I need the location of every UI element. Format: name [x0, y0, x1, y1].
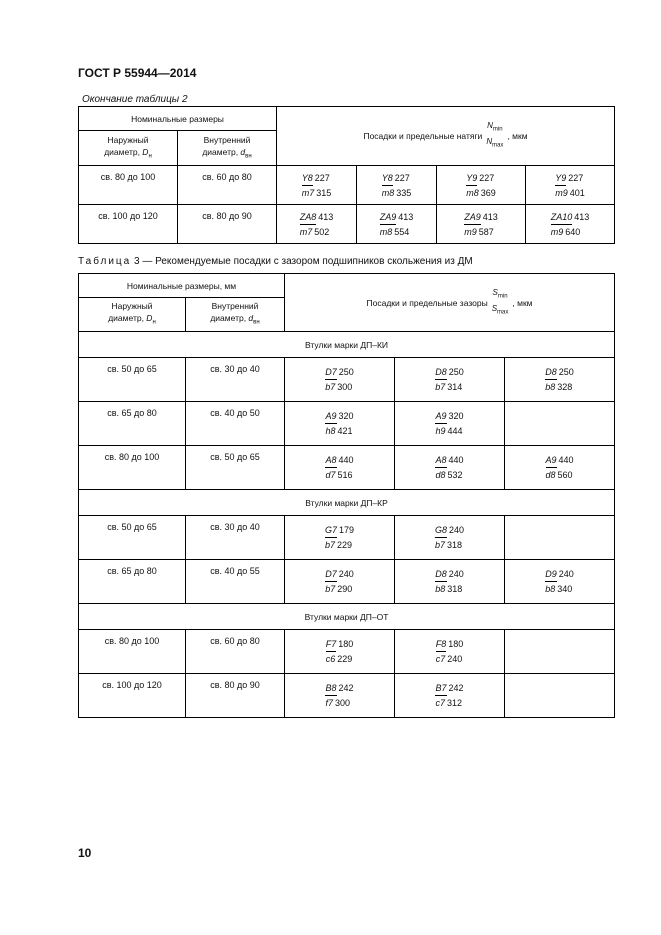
fit-value: [435, 453, 463, 482]
outer-diameter-cell: св. 100 до 120: [79, 674, 186, 718]
outer-diameter-cell: св. 80 до 100: [79, 446, 186, 490]
fit-hole-code: F8: [436, 637, 447, 652]
fit-shaft-code: f7: [325, 698, 333, 708]
fit-value: [380, 210, 414, 239]
fit-hole-code: Y8: [382, 171, 393, 186]
fit-min-value: 227: [314, 172, 330, 183]
fit-value: [302, 171, 332, 200]
section-title: Втулки марки ДП–КИ: [79, 332, 615, 358]
fit-cell: [395, 516, 505, 560]
fit-shaft-code: m8: [379, 226, 393, 237]
fit-value: [435, 681, 463, 710]
fit-hole-code: A8: [435, 453, 446, 468]
inner-diameter-cell: св. 60 до 80: [178, 166, 277, 205]
fit-hole-code: ZA9: [464, 210, 481, 225]
fit-max-value: 229: [337, 540, 353, 550]
outer-diameter-cell: св. 50 до 65: [79, 358, 186, 402]
fit-shaft-code: c7: [435, 654, 446, 664]
fit-value: [551, 210, 590, 239]
table-row: [79, 358, 615, 402]
fit-cell: [395, 630, 505, 674]
fit-min-value: 413: [482, 211, 498, 222]
fit-shaft-code: b7: [434, 540, 445, 550]
fit-cell: [437, 166, 526, 205]
section-row: [79, 490, 615, 516]
fit-min-value: 240: [338, 569, 354, 579]
inner-diameter-cell: св. 30 до 40: [186, 516, 285, 560]
fit-hole-code: D8: [435, 365, 447, 380]
fit-shaft-code: c6: [325, 654, 336, 664]
fit-hole-code: ZA9: [380, 210, 397, 225]
fit-max-value: 516: [337, 470, 353, 480]
fit-max-value: 560: [557, 470, 573, 480]
fit-cell: [505, 446, 615, 490]
table-row: [79, 446, 615, 490]
table2-end: [78, 106, 615, 244]
fit-max-value: 421: [337, 426, 353, 436]
fit-min-value: 320: [448, 411, 464, 421]
fit-max-value: 444: [447, 426, 463, 436]
inner-diameter-cell: св. 40 до 55: [186, 560, 285, 604]
fit-cell: [285, 560, 395, 604]
fit-cell: [277, 166, 357, 205]
fit-min-value: 250: [558, 367, 574, 377]
fit-cell: [505, 560, 615, 604]
fit-shaft-code: m9: [555, 187, 568, 198]
outer-diameter-cell: св. 65 до 80: [79, 560, 186, 604]
fit-cell: [285, 358, 395, 402]
fit-hole-code: F7: [326, 637, 337, 652]
fit-shaft-code: d7: [325, 470, 336, 480]
table-row: [79, 166, 615, 205]
fit-value: [435, 567, 464, 596]
fit-hole-code: Y8: [302, 171, 313, 186]
fit-shaft-code: m9: [550, 226, 564, 237]
table-row: [79, 516, 615, 560]
fit-cell: [505, 630, 615, 674]
fit-value: [435, 365, 464, 394]
fit-cell: [505, 402, 615, 446]
fit-value: [464, 210, 498, 239]
fit-shaft-code: b7: [324, 540, 335, 550]
fit-min-value: 440: [558, 455, 574, 465]
table-row: [79, 402, 615, 446]
fit-hole-code: D9: [545, 567, 557, 582]
fit-shaft-code: m8: [466, 187, 479, 198]
fit-min-value: 227: [568, 172, 584, 183]
fit-min-value: 320: [338, 411, 354, 421]
fit-max-value: 300: [337, 382, 353, 392]
fit-shaft-code: m8: [381, 187, 395, 198]
table2-caption: Окончание таблицы 2: [82, 94, 188, 105]
fit-shaft-code: h8: [325, 426, 336, 436]
fit-cell: [357, 166, 437, 205]
fit-cell: [395, 402, 505, 446]
fit-shaft-code: h9: [435, 426, 446, 436]
fit-shaft-code: b8: [545, 584, 556, 594]
fit-value: [435, 409, 463, 438]
table3-group-header: Номинальные размеры, мм: [79, 274, 285, 298]
fit-min-value: 242: [338, 683, 354, 693]
fit-shaft-code: b8: [545, 382, 556, 392]
fit-shaft-code: m7: [299, 226, 313, 237]
section-row: [79, 604, 615, 630]
fit-min-value: 413: [318, 211, 334, 222]
fit-value: [436, 637, 464, 666]
fit-max-value: 314: [447, 382, 463, 392]
fit-hole-code: ZA10: [551, 210, 573, 225]
fit-max-value: 240: [447, 654, 463, 664]
fit-cell: [285, 402, 395, 446]
inner-diameter-cell: св. 40 до 50: [186, 402, 285, 446]
fit-cell: [277, 205, 357, 244]
fit-cell: [526, 166, 615, 205]
fit-max-value: 300: [335, 698, 351, 708]
fit-hole-code: G8: [435, 523, 447, 538]
table3-caption: Таблица 3 — Рекомендуемые посадки с зазором подшипников скольжения из ДМ: [78, 256, 473, 267]
fit-max-value: 587: [478, 226, 494, 237]
fit-hole-code: ZA8: [300, 210, 317, 225]
fit-value: [325, 409, 353, 438]
fit-value: [545, 567, 574, 596]
fit-shaft-code: c7: [435, 698, 445, 708]
outer-diameter-cell: св. 50 до 65: [79, 516, 186, 560]
fit-value: [300, 210, 334, 239]
page-number: 10: [78, 846, 92, 860]
table2-fit-header: Посадки и предельные натяги $N_{min}$ $N_{max}$ , мкм: [277, 107, 615, 166]
table2-inner-header: Внутренний диаметр, $d_{вн}$: [178, 131, 277, 166]
fit-min-value: 440: [338, 455, 354, 465]
fit-max-value: 312: [447, 698, 463, 708]
fit-cell: [285, 516, 395, 560]
fit-max-value: 554: [394, 226, 410, 237]
fit-min-value: 250: [338, 367, 354, 377]
inner-diameter-cell: св. 80 до 90: [186, 674, 285, 718]
outer-diameter-cell: св. 80 до 100: [79, 630, 186, 674]
fit-max-value: 532: [447, 470, 463, 480]
fit-value: [325, 681, 353, 710]
fit-hole-code: D8: [545, 365, 557, 380]
fit-min-value: 240: [558, 569, 574, 579]
inner-diameter-cell: св. 50 до 65: [186, 446, 285, 490]
fit-hole-code: A8: [325, 453, 336, 468]
fit-cell: [526, 205, 615, 244]
table3-outer-header: Наружный диаметр, $D_н$: [79, 298, 186, 332]
fit-min-value: 240: [449, 525, 465, 535]
fit-value: [325, 523, 354, 552]
fit-hole-code: G7: [325, 523, 337, 538]
table-row: [79, 560, 615, 604]
fit-min-value: 227: [479, 172, 495, 183]
fit-cell: [395, 560, 505, 604]
fit-hole-code: B8: [325, 681, 336, 696]
section-title: Втулки марки ДП–КР: [79, 490, 615, 516]
fit-max-value: 502: [314, 226, 330, 237]
fit-cell: [505, 674, 615, 718]
fit-max-value: 328: [557, 382, 573, 392]
fit-hole-code: A9: [546, 453, 557, 468]
fit-cell: [505, 516, 615, 560]
fit-hole-code: A9: [325, 409, 336, 424]
fit-min-value: 242: [448, 683, 464, 693]
table-row: [79, 630, 615, 674]
inner-diameter-cell: св. 80 до 90: [178, 205, 277, 244]
fit-max-value: 318: [447, 584, 463, 594]
table3-fit-header: Посадки и предельные зазоры $S_{min}$ $S_{max}$ , мкм: [285, 274, 615, 332]
table2-group-header: Номинальные размеры: [79, 107, 277, 131]
fit-hole-code: D8: [435, 567, 447, 582]
fit-shaft-code: b7: [325, 584, 336, 594]
section-title: Втулки марки ДП–ОТ: [79, 604, 615, 630]
fit-cell: [505, 358, 615, 402]
fit-max-value: 401: [569, 187, 585, 198]
fit-max-value: 340: [557, 584, 573, 594]
fit-hole-code: B7: [435, 681, 446, 696]
fit-hole-code: A9: [435, 409, 446, 424]
fit-max-value: 290: [337, 584, 353, 594]
inner-diameter-cell: св. 60 до 80: [186, 630, 285, 674]
document-header: ГОСТ Р 55944—2014: [78, 66, 197, 80]
fit-min-value: 250: [448, 367, 464, 377]
fit-value: [325, 453, 353, 482]
fit-max-value: 229: [337, 654, 353, 664]
fit-min-value: 413: [574, 211, 590, 222]
table3-inner-header: Внутренний диаметр, $d_{вн}$: [186, 298, 285, 332]
fit-shaft-code: b7: [435, 382, 446, 392]
fit-cell: [395, 446, 505, 490]
table2-outer-header: Наружный диаметр, $D_н$: [79, 131, 178, 166]
fit-min-value: 413: [398, 211, 414, 222]
fit-cell: [285, 674, 395, 718]
fit-max-value: 335: [396, 187, 412, 198]
fit-shaft-code: d8: [545, 470, 556, 480]
fit-value: [555, 171, 585, 200]
fit-hole-code: D7: [325, 567, 337, 582]
outer-diameter-cell: св. 65 до 80: [79, 402, 186, 446]
fit-value: [325, 365, 354, 394]
fit-min-value: 227: [394, 172, 410, 183]
fit-shaft-code: b8: [435, 584, 446, 594]
fit-shaft-code: d8: [435, 470, 446, 480]
fit-hole-code: Y9: [555, 171, 566, 186]
fit-value: [326, 637, 354, 666]
fit-max-value: 318: [447, 540, 463, 550]
fit-shaft-code: b7: [325, 382, 336, 392]
fit-value: [325, 567, 354, 596]
fit-max-value: 315: [316, 187, 332, 198]
fit-cell: [395, 358, 505, 402]
fit-cell: [395, 674, 505, 718]
fit-cell: [285, 446, 395, 490]
fit-shaft-code: m9: [464, 226, 477, 237]
fit-max-value: 640: [565, 226, 581, 237]
inner-diameter-cell: св. 30 до 40: [186, 358, 285, 402]
fit-hole-code: Y9: [466, 171, 477, 186]
fit-shaft-code: m7: [301, 187, 315, 198]
fit-cell: [437, 205, 526, 244]
fit-cell: [357, 205, 437, 244]
fit-min-value: 180: [448, 639, 464, 649]
fit-min-value: 180: [338, 639, 354, 649]
table3: [78, 273, 615, 718]
fit-cell: [285, 630, 395, 674]
outer-diameter-cell: св. 100 до 120: [79, 205, 178, 244]
fit-value: [546, 453, 574, 482]
outer-diameter-cell: св. 80 до 100: [79, 166, 178, 205]
fit-fraction: $S_{min}$ $S_{max}$: [491, 287, 509, 316]
section-row: [79, 332, 615, 358]
fit-fraction: $N_{min}$ $N_{max}$: [486, 121, 504, 149]
fit-value: [545, 365, 574, 394]
fit-max-value: 369: [480, 187, 496, 198]
fit-min-value: 240: [448, 569, 464, 579]
table-row: [79, 205, 615, 244]
fit-min-value: 179: [339, 525, 355, 535]
fit-hole-code: D7: [325, 365, 337, 380]
fit-value: [382, 171, 412, 200]
table-row: [79, 674, 615, 718]
fit-min-value: 440: [448, 455, 464, 465]
fit-value: [435, 523, 464, 552]
fit-value: [466, 171, 496, 200]
